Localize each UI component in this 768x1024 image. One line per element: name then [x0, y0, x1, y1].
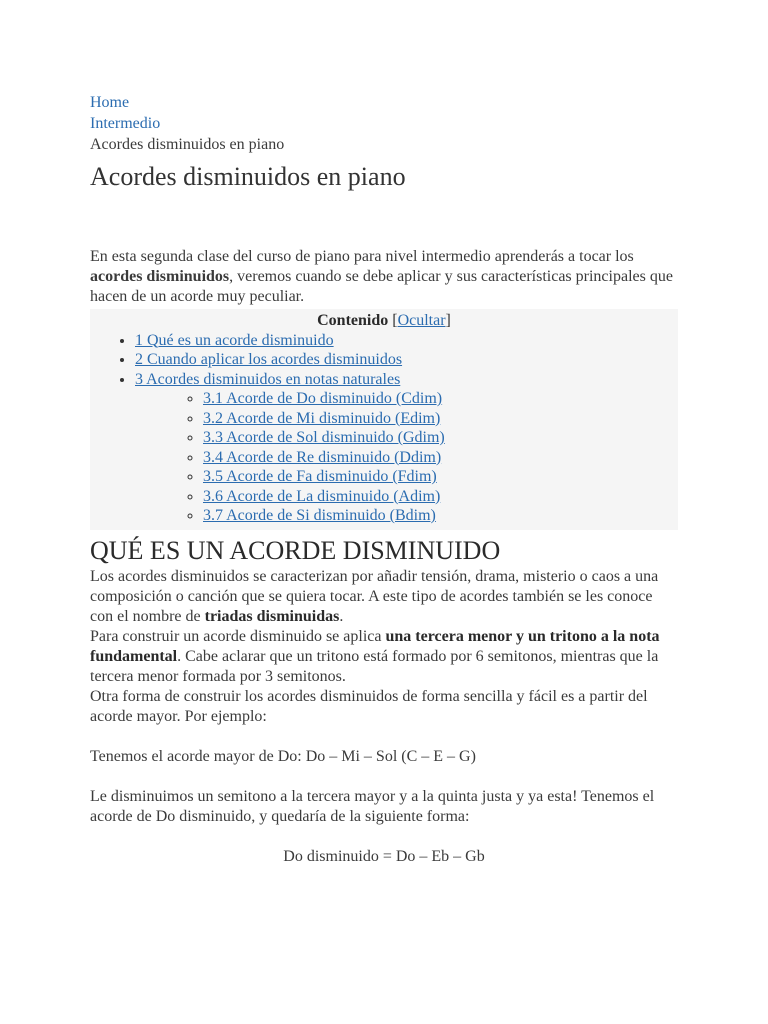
toc-link-3-1[interactable]: 3.1 Acorde de Do disminuido (Cdim) [203, 390, 443, 407]
bold-text: triadas disminuidas [204, 607, 340, 625]
toc-subitem [203, 506, 678, 526]
paragraph: Otra forma de construir los acordes disminuidos de forma sencilla y fácil es a partir del acorde mayor. Por ejemplo: [90, 687, 648, 725]
spacer [90, 827, 678, 847]
toc-link-3[interactable]: 3 Acordes disminuidos en notas naturales [135, 370, 401, 388]
paragraph: Le disminuimos un semitono a la tercera mayor y a la quinta justa y ya esta! Tenemos el acorde de Do disminuido, y quedaría de la siguiente forma: [90, 787, 655, 825]
toc-sublist [135, 389, 678, 526]
paragraph-text-end: . [339, 607, 344, 625]
table-of-contents [90, 309, 678, 530]
toc-item [135, 331, 678, 351]
toc-link-3-6[interactable]: 3.6 Acorde de La disminuido (Adim) [203, 487, 441, 505]
paragraph: Tenemos el acorde mayor de Do: Do – Mi – Sol (C – E – G) [90, 747, 476, 765]
intro-paragraph [90, 247, 678, 307]
paragraph-text: Para construir un acorde disminuido se aplica [90, 627, 386, 645]
toc-item [135, 370, 678, 526]
toc-subitem [203, 448, 678, 468]
section-heading: QUÉ ES UN ACORDE DISMINUIDO [90, 535, 501, 565]
paragraph [90, 567, 678, 627]
breadcrumb-current: Acordes disminuidos en piano [90, 136, 285, 153]
toc-subitem [203, 467, 678, 487]
toc-subitem [203, 409, 678, 429]
bold-text: una tercera menor y un tritono a la nota fundamental [90, 627, 660, 665]
toc-title: Contenido [317, 312, 389, 329]
toc-link-3-3[interactable]: 3.3 Acorde de Sol disminuido (Gdim) [203, 429, 445, 446]
paragraph-text: Los acordes disminuidos se caracterizan por añadir tensión, drama, misterio o caos a una composición o canción que se quiera tocar. A este tipo de acordes también se les conoce con el nombre de [90, 567, 659, 625]
toc-link-1[interactable]: 1 Qué es un acorde disminuido [135, 331, 334, 349]
breadcrumb-home-link[interactable]: Home [90, 94, 130, 111]
breadcrumb [90, 92, 678, 155]
article-page [90, 92, 678, 867]
toc-subitem [203, 428, 678, 448]
paragraph-text-end: . Cabe aclarar que un tritono está formado por 6 semitonos, mientras que la tercera menor formada por 3 semitonos. [90, 647, 659, 685]
page-title: Acordes disminuidos en piano [90, 162, 406, 191]
toc-link-3-5[interactable]: 3.5 Acorde de Fa disminuido (Fdim) [203, 468, 437, 485]
toc-subitem [203, 389, 678, 409]
spacer [90, 767, 678, 787]
breadcrumb-intermedio-link[interactable]: Intermedio [90, 115, 161, 132]
toc-link-2[interactable]: 2 Cuando aplicar los acordes disminuidos [135, 351, 403, 368]
toc-header [90, 311, 678, 331]
toc-link-3-7[interactable]: 3.7 Acorde de Si disminuido (Bdim) [203, 507, 436, 524]
toc-close-bracket: ] [445, 312, 451, 329]
intro-text: En esta segunda clase del curso de piano para nivel intermedio aprenderás a tocar los [90, 248, 634, 265]
spacer [90, 727, 678, 747]
toc-open-bracket: [ [392, 312, 398, 329]
intro-bold-text: acordes disminuidos [90, 268, 230, 285]
chord-formula: Do disminuido = Do – Eb – Gb [283, 847, 485, 865]
toc-hide-toggle[interactable]: Ocultar [397, 312, 446, 329]
toc-item [135, 350, 678, 370]
toc-link-3-2[interactable]: 3.2 Acorde de Mi disminuido (Edim) [203, 409, 441, 427]
toc-subitem [203, 487, 678, 507]
section-body [90, 567, 678, 867]
paragraph [90, 627, 678, 687]
toc-list [90, 331, 678, 526]
toc-link-3-4[interactable]: 3.4 Acorde de Re disminuido (Ddim) [203, 448, 442, 466]
intro-text-end: , veremos cuando se debe aplicar y sus características principales que hacen de un acorde muy peculiar. [90, 268, 673, 305]
